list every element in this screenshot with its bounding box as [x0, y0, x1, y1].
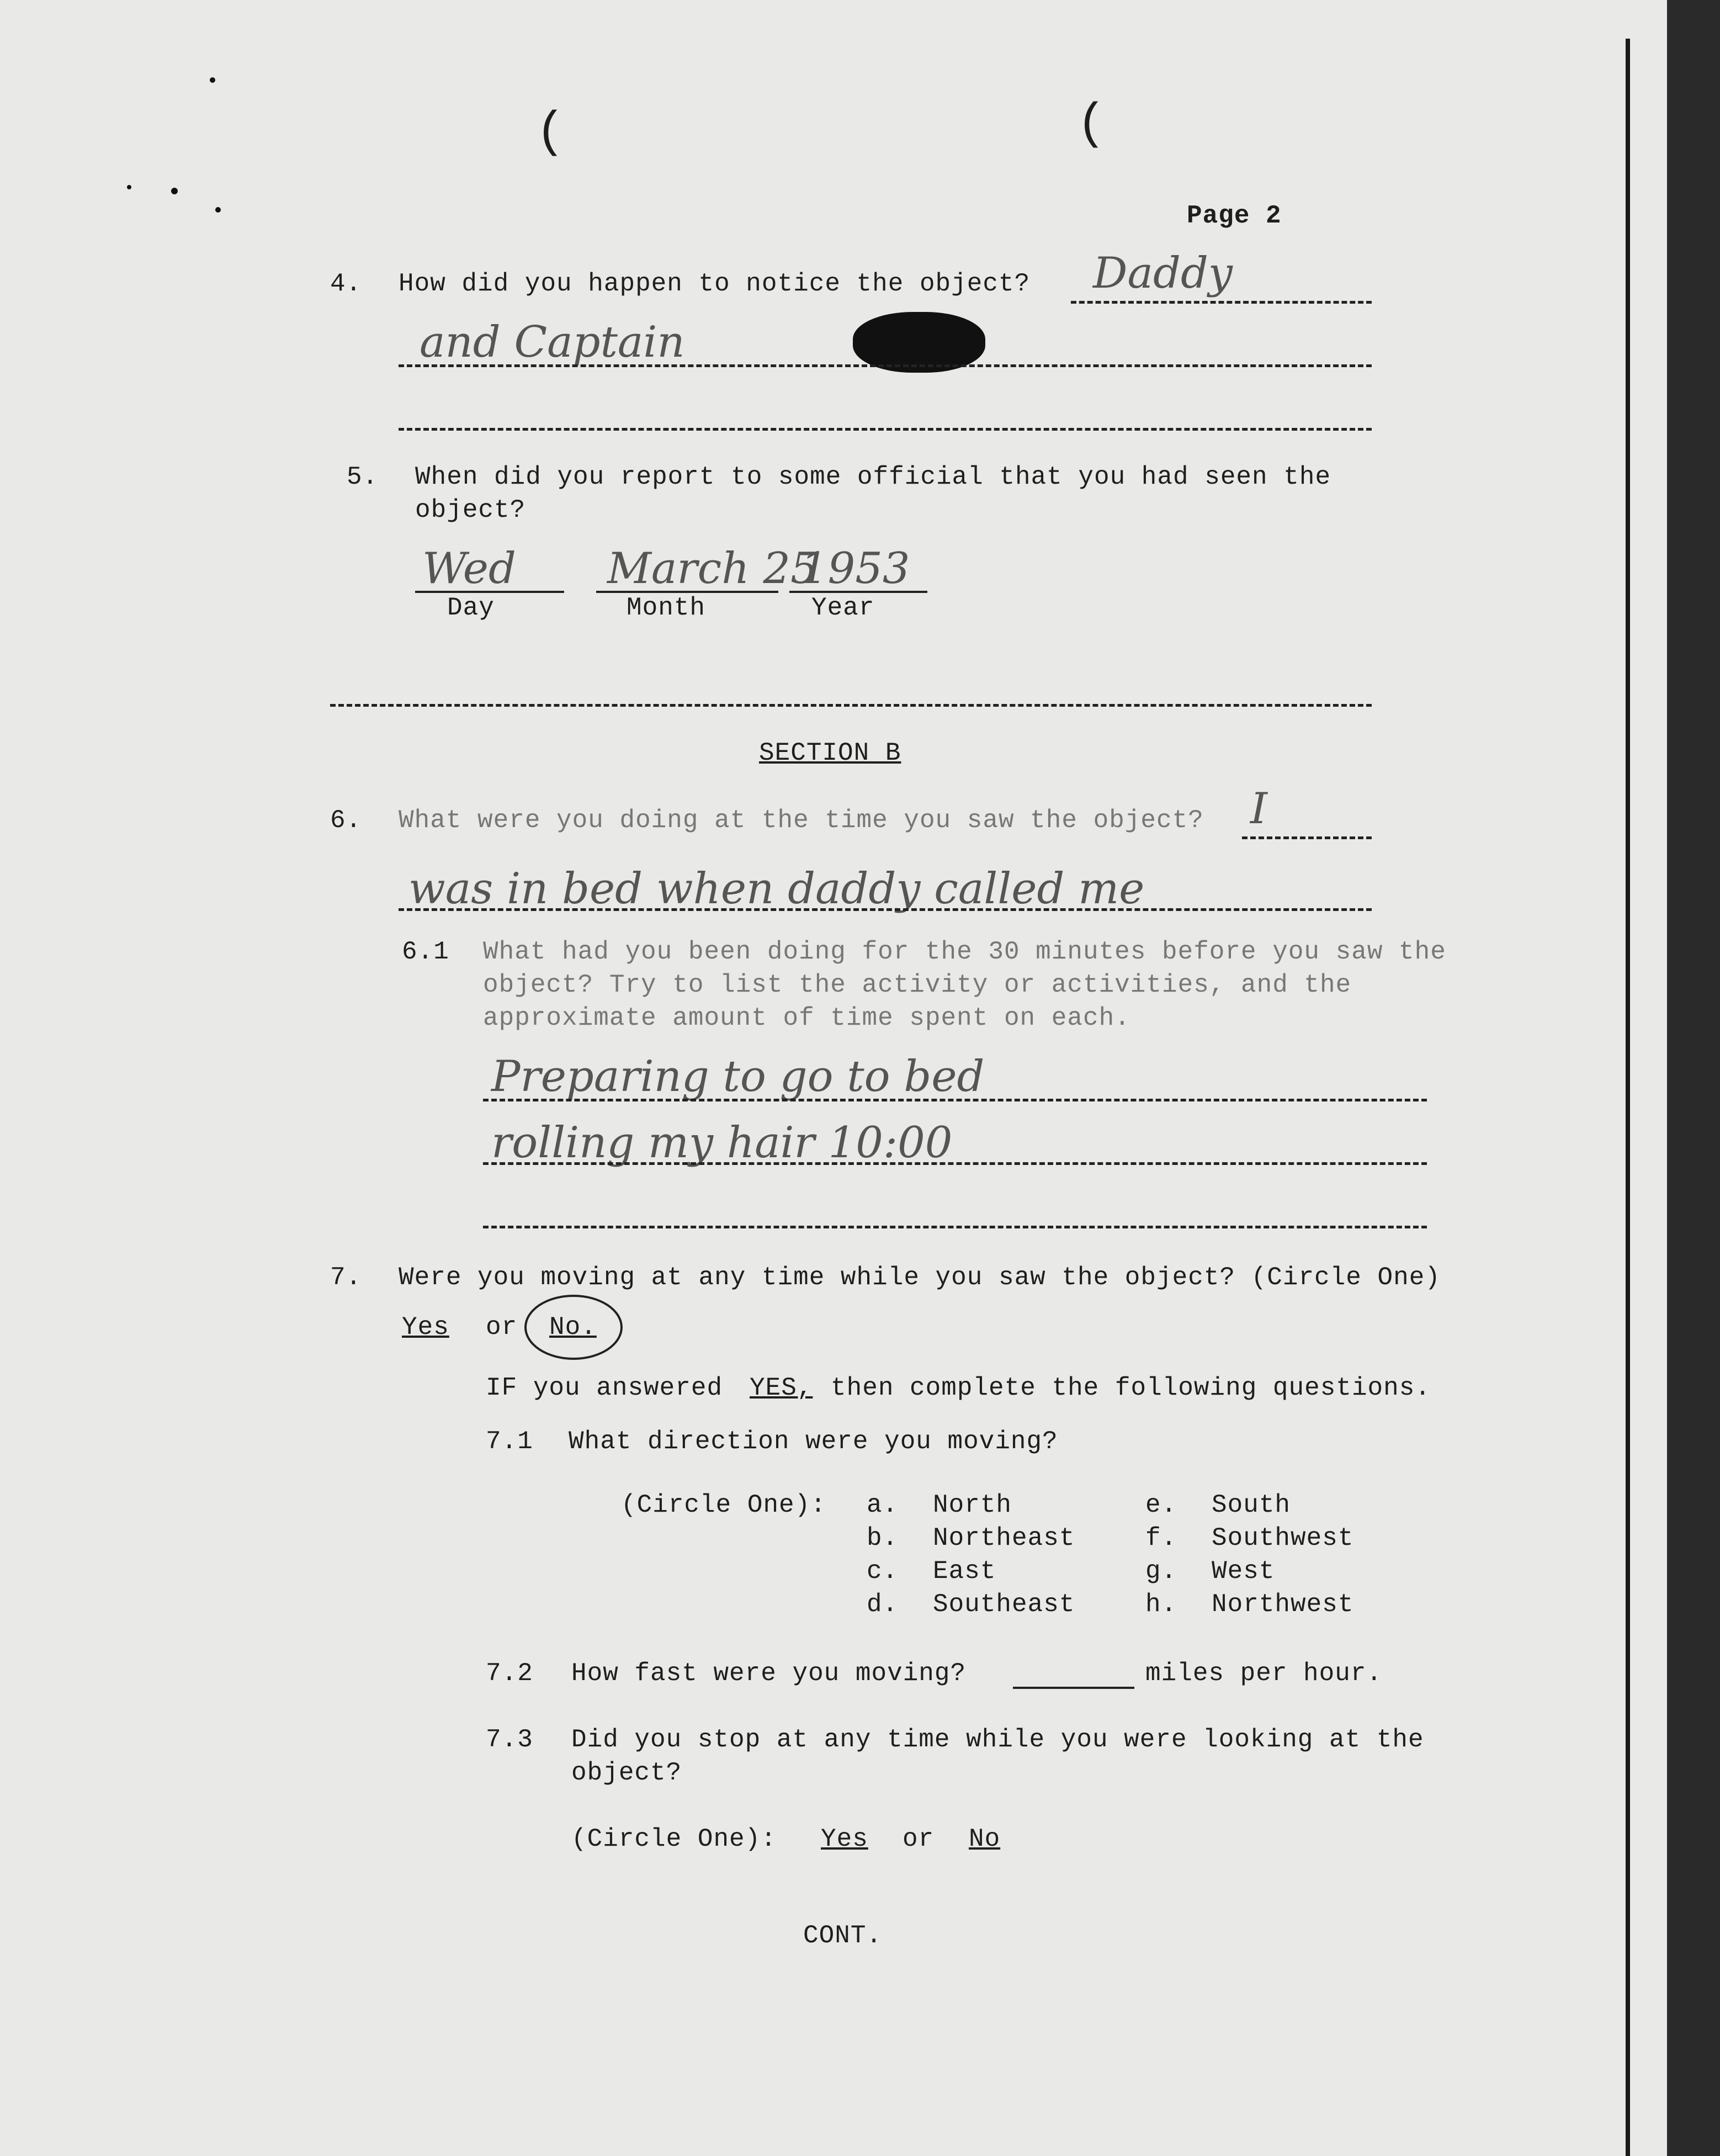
redaction-blot: [853, 312, 985, 373]
q5-number: 5.: [347, 463, 379, 491]
q6-1-number: 6.1: [402, 937, 449, 966]
direction-letter-h: h.: [1145, 1590, 1177, 1619]
q6-1-answer-line2: rolling my hair 10:00: [491, 1118, 953, 1168]
direction-letter-d: d.: [867, 1590, 899, 1619]
q7-2-suffix: miles per hour.: [1145, 1659, 1383, 1688]
q5-day-value: Wed: [422, 544, 516, 594]
q6-answer-underline1: [1242, 836, 1372, 839]
q7-3-no-option[interactable]: No: [969, 1825, 1001, 1853]
direction-letter-c: c.: [867, 1557, 899, 1586]
q6-1-question-line3: approximate amount of time spent on each.: [483, 1004, 1130, 1032]
direction-north[interactable]: North: [933, 1491, 1012, 1519]
q5-year-label: Year: [811, 594, 875, 622]
q6-answer-underline2: [399, 908, 1372, 911]
direction-south[interactable]: South: [1212, 1491, 1291, 1519]
direction-letter-b: b.: [867, 1524, 899, 1553]
direction-west[interactable]: West: [1212, 1557, 1275, 1586]
q7-or-label: or: [486, 1313, 518, 1342]
direction-letter-g: g.: [1145, 1557, 1177, 1586]
q6-answer-line2: was in bed when daddy called me: [408, 864, 1145, 914]
direction-letter-a: a.: [867, 1491, 899, 1519]
q6-1-answer-underline3: [483, 1226, 1427, 1228]
q6-1-answer-underline1: [483, 1099, 1427, 1101]
direction-southeast[interactable]: Southeast: [933, 1590, 1075, 1619]
q5-question-line2: object?: [415, 496, 526, 525]
direction-northeast[interactable]: Northeast: [933, 1524, 1075, 1553]
q5-question-line1: When did you report to some official that you had seen the: [415, 463, 1331, 491]
q6-1-question-line2: object? Try to list the activity or activities, and the: [483, 971, 1352, 999]
q7-instruction-yes: YES,: [750, 1374, 813, 1402]
q7-instruction-suffix: then complete the following questions.: [831, 1374, 1431, 1402]
speck-mark: [215, 207, 221, 213]
paren-mark: (: [1076, 97, 1107, 153]
q7-3-question-line1: Did you stop at any time while you were looking at the: [571, 1725, 1424, 1754]
speck-mark: [171, 188, 178, 194]
q6-1-answer-line1: Preparing to go to bed: [491, 1052, 985, 1101]
q5-month-value: March 25: [607, 544, 818, 594]
q7-instruction-prefix: IF you answered: [486, 1374, 723, 1402]
direction-east[interactable]: East: [933, 1557, 996, 1586]
q6-number: 6.: [330, 806, 362, 835]
page-edge-shadow: [1626, 39, 1630, 2156]
q4-answer-underline2: [399, 364, 1372, 367]
q7-1-question: What direction were you moving?: [569, 1427, 1058, 1456]
q7-3-number: 7.3: [486, 1725, 533, 1754]
q7-no-circle: [524, 1295, 623, 1360]
q4-number: 4.: [330, 269, 362, 298]
direction-northwest[interactable]: Northwest: [1212, 1590, 1354, 1619]
q7-number: 7.: [330, 1263, 362, 1292]
q6-1-question-line1: What had you been doing for the 30 minutes before you saw the: [483, 937, 1446, 966]
q7-3-circle-label: (Circle One):: [571, 1825, 777, 1853]
section-heading: SECTION B: [759, 739, 901, 767]
q5-year-underline: [789, 591, 927, 593]
direction-letter-e: e.: [1145, 1491, 1177, 1519]
q5-month-underline: [596, 591, 778, 593]
q4-answer-underline3: [399, 428, 1372, 431]
speck-mark: [210, 77, 215, 83]
page-label: Page 2: [1187, 202, 1282, 230]
q7-2-question: How fast were you moving?: [571, 1659, 967, 1688]
q7-2-number: 7.2: [486, 1659, 533, 1688]
continued-footer: CONT.: [803, 1921, 883, 1950]
q5-day-underline: [415, 591, 564, 593]
q7-question: Were you moving at any time while you saw the object? (Circle One): [399, 1263, 1441, 1292]
q7-3-yes-option[interactable]: Yes: [821, 1825, 868, 1853]
q4-answer-underline1: [1071, 301, 1372, 304]
q7-1-circle-label: (Circle One):: [621, 1491, 826, 1519]
paren-mark: (: [535, 105, 566, 161]
q4-answer-line1: Daddy: [1093, 248, 1233, 298]
q4-question: How did you happen to notice the object?: [399, 269, 1031, 298]
speck-mark: [127, 185, 131, 189]
q7-3-or-label: or: [903, 1825, 935, 1853]
q5-day-label: Day: [447, 594, 495, 622]
q7-3-question-line2: object?: [571, 1758, 682, 1787]
q6-answer-line1: I: [1250, 784, 1267, 834]
q7-no-option[interactable]: No.: [549, 1313, 597, 1342]
q7-yes-option[interactable]: Yes: [402, 1313, 449, 1342]
direction-southwest[interactable]: Southwest: [1212, 1524, 1354, 1553]
q6-1-answer-underline2: [483, 1162, 1427, 1165]
section-divider: [330, 704, 1372, 707]
q4-answer-line2: and Captain: [420, 317, 685, 367]
q7-2-speed-field[interactable]: [1013, 1687, 1134, 1689]
direction-letter-f: f.: [1145, 1524, 1177, 1553]
q6-question: What were you doing at the time you saw the object?: [399, 806, 1204, 835]
q5-year-value: 1953: [800, 544, 910, 594]
q7-1-number: 7.1: [486, 1427, 533, 1456]
q5-month-label: Month: [627, 594, 706, 622]
